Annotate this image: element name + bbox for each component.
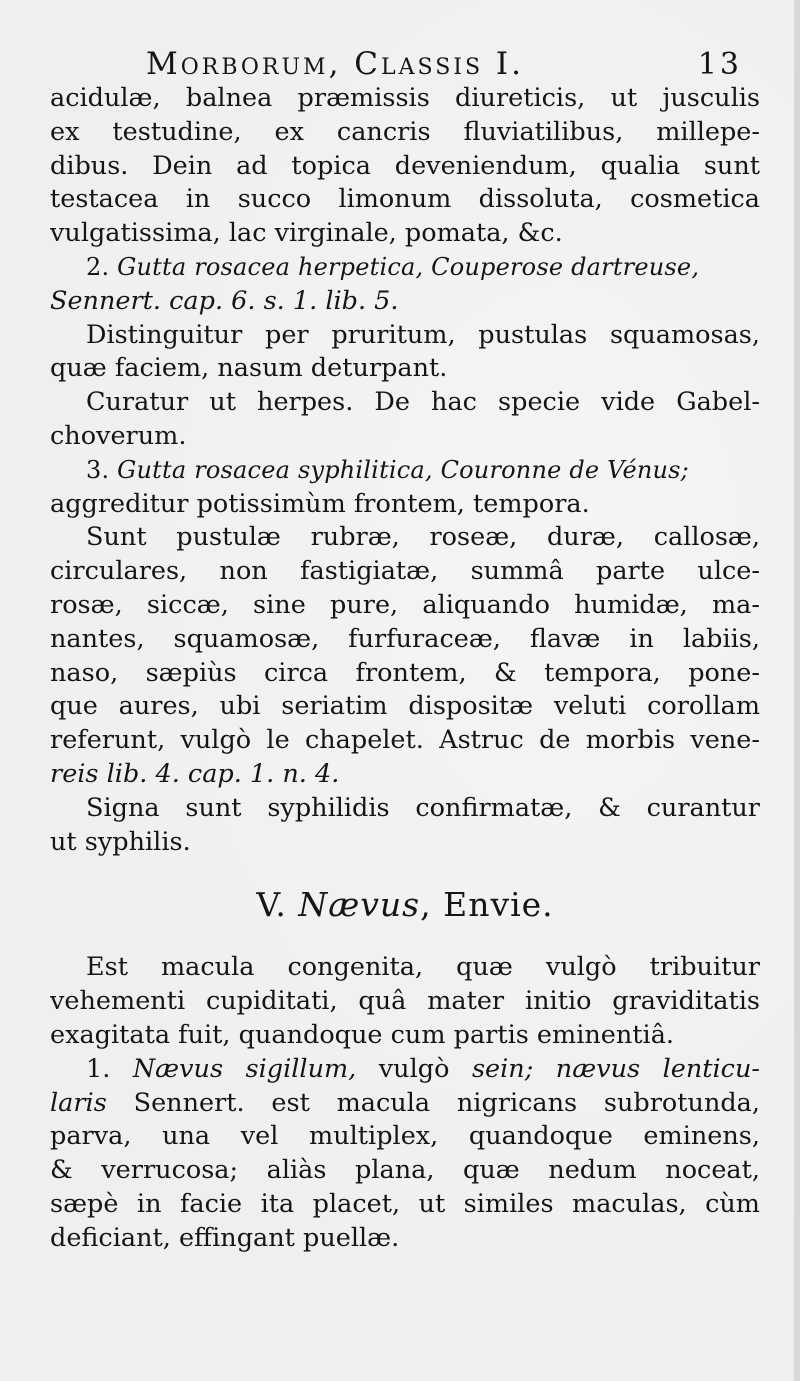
species-name-cont: laris <box>50 1087 107 1118</box>
text-line: Signa sunt syphilidis confirmatæ, & curantur <box>86 792 760 823</box>
species-number: 1. <box>86 1053 111 1084</box>
text-line: referunt, vulgò le chapelet. Astruc de morbis vene- <box>50 725 760 756</box>
paragraph-definition <box>50 951 760 1052</box>
section-latin-name: Nævus <box>298 885 421 925</box>
text-line: que aures, ubi seriatim dispositæ veluti corollam <box>50 691 760 722</box>
page-text <box>50 40 760 1256</box>
species-reference: Sennert. cap. 6. s. 1. lib. 5. <box>50 285 399 316</box>
section-french-name: Envie. <box>443 885 554 925</box>
text-line <box>50 251 760 285</box>
page-number: 13 <box>697 47 742 82</box>
paragraph-distinguitur <box>50 319 760 387</box>
section-numeral: V. <box>256 885 287 925</box>
text-line: aggreditur potissimùm frontem, tempora. <box>50 488 590 519</box>
text-line: sæpè in facie ita placet, ut similes maculas, cùm <box>50 1188 760 1219</box>
text-line: reis lib. 4. cap. 1. n. 4. <box>50 758 340 789</box>
text-line: naso, sæpiùs circa frontem, & tempora, pone- <box>50 657 760 688</box>
text-line: dibus. Dein ad topica deveniendum, qualia sunt <box>50 150 760 181</box>
page-edge <box>794 0 800 1381</box>
paragraph-description <box>50 521 760 791</box>
species-name: Gutta rosacea syphilitica, Couronne de Vénus; <box>117 455 689 484</box>
paragraph-signa <box>50 792 760 860</box>
text-fragment: Sennert. est macula nigricans subrotunda, <box>133 1087 760 1118</box>
text-line: exagitata fuit, quandoque cum partis eminentiâ. <box>50 1019 675 1050</box>
text-line: acidulæ, balnea præmissis diureticis, ut jusculis <box>50 83 760 113</box>
text-line <box>50 1087 760 1121</box>
text-line: & verrucosa; aliàs plana, quæ nedum noceat, <box>50 1155 760 1186</box>
text-line: Distinguitur per pruritum, pustulas squamosas, <box>86 319 760 350</box>
text-line: choverum. <box>50 420 187 451</box>
text-line: rosæ, siccæ, sine pure, aliquando humidæ, ma- <box>50 589 760 620</box>
species-3-heading <box>50 454 760 522</box>
text-line: Est macula congenita, quæ vulgò tribuitur <box>86 952 760 983</box>
section-heading: V. Nævus, Envie. <box>256 885 554 925</box>
text-line: quæ faciem, nasum deturpant. <box>50 353 448 384</box>
text-line: nantes, squamosæ, furfuraceæ, flavæ in labiis, <box>50 623 760 654</box>
running-title: Morborum, Classis I. <box>146 46 524 82</box>
text-line <box>50 285 760 319</box>
text-line: deficiant, effingant puellæ. <box>50 1222 400 1253</box>
species-name: Gutta rosacea herpetica, Couperose dartreuse, <box>117 252 700 281</box>
paragraph-naevus <box>50 1120 760 1255</box>
species-vernacular: sein; nævus lenticu- <box>471 1053 760 1084</box>
text-line: parva, una vel multiplex, quandoque eminens, <box>50 1121 760 1152</box>
species-2-heading <box>50 251 760 319</box>
species-number: 3. <box>86 455 110 484</box>
text-line: Curatur ut herpes. De hac specie vide Gabel- <box>86 387 760 418</box>
text-line <box>50 1053 760 1087</box>
text-line: vehementi cupiditati, quâ mater initio graviditatis <box>50 986 760 1017</box>
text-line: ex testudine, ex cancris fluviatilibus, millepe- <box>50 116 760 147</box>
text-line: vulgatissima, lac virginale, pomata, &c. <box>50 218 563 249</box>
species-number: 2. <box>86 252 110 281</box>
paragraph-curatur <box>50 386 760 454</box>
text-line: Sunt pustulæ rubræ, roseæ, duræ, callosæ, <box>86 522 760 553</box>
text-line <box>50 454 760 488</box>
species-1-heading <box>50 1053 760 1121</box>
species-name: Nævus sigillum, <box>132 1053 357 1084</box>
text-fragment: vulgò <box>378 1053 450 1084</box>
text-line: ut syphilis. <box>50 826 191 857</box>
text-line: testacea in succo limonum dissoluta, cosmetica <box>50 184 760 215</box>
paragraph-treatment <box>50 82 760 251</box>
text-line: circulares, non fastigiatæ, summâ parte ulce- <box>50 556 760 587</box>
running-header <box>50 40 760 82</box>
